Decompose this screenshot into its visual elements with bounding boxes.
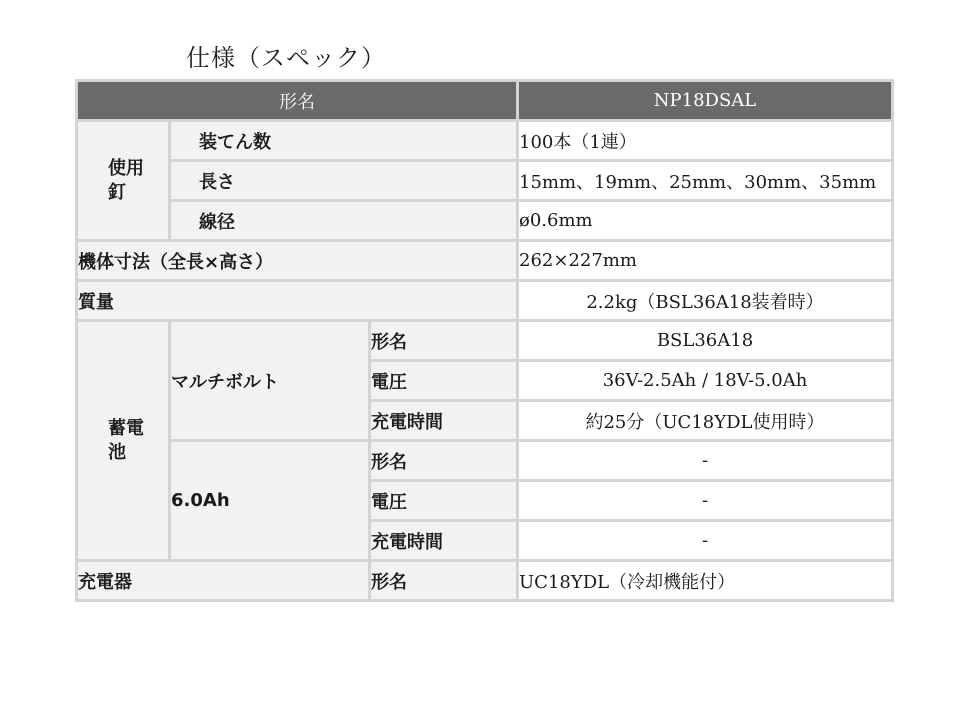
page-title: 仕様（スペック）: [186, 44, 386, 72]
battery-6ah-model-label: 形名: [370, 441, 518, 481]
nail-length-value: 15mm、19mm、25mm、30mm、35mm: [518, 161, 893, 201]
nail-group-label: [77, 121, 170, 241]
battery-multivolt-charge-value: 約25分（UC18YDL使用時）: [518, 401, 893, 441]
battery-multivolt-model-label: 形名: [370, 321, 518, 361]
battery-6ah-voltage-label: 電圧: [370, 481, 518, 521]
nail-diameter-label: 線径: [170, 201, 518, 241]
table-row: [77, 321, 893, 361]
battery-6ah-model-value: -: [518, 441, 893, 481]
nail-label: 使用釘: [108, 157, 144, 203]
header-label: 形名: [77, 81, 518, 121]
size-value: 262×227mm: [518, 241, 893, 281]
header-model: NP18DSAL: [518, 81, 893, 121]
weight-label: 質量: [77, 281, 518, 321]
size-label: 機体寸法（全長×高さ）: [77, 241, 518, 281]
nail-count-label: 装てん数: [170, 121, 518, 161]
battery-multivolt-model-value: BSL36A18: [518, 321, 893, 361]
battery-group-label: [77, 321, 170, 561]
battery-label: 蓄電池: [108, 417, 144, 463]
battery-6ah-label: 6.0Ah: [170, 441, 370, 561]
battery-multivolt-voltage-label: 電圧: [370, 361, 518, 401]
table-row: [77, 281, 893, 321]
table-row: [77, 441, 893, 481]
battery-multivolt-charge-label: 充電時間: [370, 401, 518, 441]
nail-diameter-value: ø0.6mm: [518, 201, 893, 241]
table-row: [77, 121, 893, 161]
battery-6ah-charge-value: -: [518, 521, 893, 561]
table-row: [77, 161, 893, 201]
battery-6ah-voltage-value: -: [518, 481, 893, 521]
charger-value: UC18YDL（冷却機能付）: [518, 561, 893, 601]
charger-model-label: 形名: [370, 561, 518, 601]
charger-label: 充電器: [77, 561, 370, 601]
nail-length-label: 長さ: [170, 161, 518, 201]
battery-multivolt-label: マルチボルト: [170, 321, 370, 441]
battery-6ah-charge-label: 充電時間: [370, 521, 518, 561]
weight-value: 2.2kg（BSL36A18装着時）: [518, 281, 893, 321]
spec-table: [75, 79, 894, 602]
table-header-row: [77, 81, 893, 121]
nail-count-value: 100本（1連）: [518, 121, 893, 161]
table-row: [77, 241, 893, 281]
table-row: [77, 201, 893, 241]
battery-multivolt-voltage-value: 36V-2.5Ah / 18V-5.0Ah: [518, 361, 893, 401]
table-row: [77, 561, 893, 601]
